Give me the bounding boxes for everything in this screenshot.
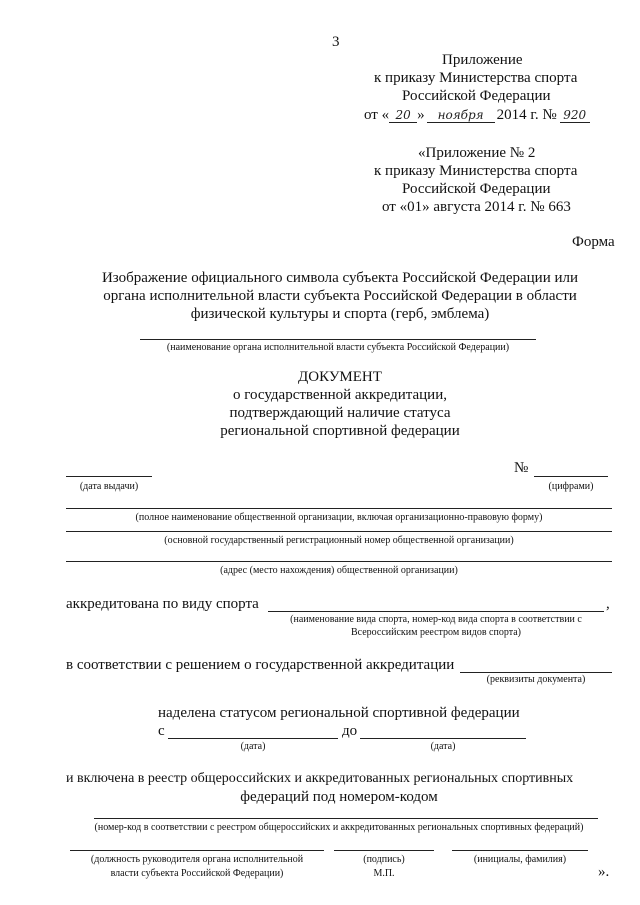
accredited-comma: , — [606, 596, 610, 612]
appendix-2-title: «Приложение № 2 — [418, 145, 536, 161]
doc-number-line — [534, 476, 608, 477]
requisites-line — [460, 672, 612, 673]
position-hint-2: власти субъекта Российской Федерации) — [110, 868, 284, 879]
appendix-2-date: от «01» августа 2014 г. № 663 — [382, 199, 571, 215]
signature-line — [334, 850, 434, 851]
issue-date-line — [66, 476, 152, 477]
ogrn-line — [66, 531, 612, 532]
org-name-hint: (полное наименование общественной организации, включая организационно-правовую форму) — [135, 512, 543, 523]
appendix-1-title: Приложение — [442, 52, 523, 68]
closing-quote: ». — [598, 864, 610, 880]
registry-line-2: федераций под номером-кодом — [240, 789, 438, 805]
to-label: до — [342, 723, 358, 739]
appendix-1-rf: Российской Федерации — [402, 88, 551, 104]
name-hint: (инициалы, фамилия) — [473, 854, 567, 865]
sport-hint-2: Всероссийским реестром видов спорта) — [351, 627, 521, 638]
doc-subtitle-1: о государственной аккредитации, — [233, 387, 447, 403]
ogrn-hint: (основной государственный регистрационный номер общественной организации) — [164, 535, 514, 546]
handwritten-number: 920 — [560, 108, 590, 123]
date-from-line — [168, 738, 338, 739]
handwritten-month: ноября — [427, 108, 495, 123]
doc-subtitle-3: региональной спортивной федерации — [220, 423, 460, 439]
appendix-1-order: к приказу Министерства спорта — [374, 70, 578, 86]
date-from-hint: (дата) — [240, 741, 266, 752]
doc-title: ДОКУМЕНТ — [298, 369, 382, 385]
organ-name-hint: (наименование органа исполнительной власти субъекта Российской Федерации) — [166, 342, 510, 353]
requisites-hint: (реквизиты документа) — [486, 674, 586, 685]
address-hint: (адрес (место нахождения) общественной организации) — [220, 565, 458, 576]
date-to-line — [360, 738, 526, 739]
organ-name-line — [140, 339, 536, 340]
signature-hint: (подпись) — [363, 854, 405, 865]
date-to-hint: (дата) — [430, 741, 456, 752]
appendix-1-date-line — [364, 107, 590, 124]
address-line — [66, 561, 612, 562]
from-label: с — [158, 723, 165, 739]
appendix-2-rf: Российской Федерации — [402, 181, 551, 197]
page-number: 3 — [332, 34, 340, 50]
appendix-2-order: к приказу Министерства спорта — [374, 163, 578, 179]
form-label: Форма — [572, 234, 615, 250]
registry-code-hint: (номер-код в соответствии с реестром общероссийских и аккредитованных региональных спортивных федераций) — [94, 822, 584, 833]
decision-label: в соответствии с решением о государственной аккредитации — [66, 657, 455, 673]
doc-subtitle-2: подтверждающий наличие статуса — [229, 405, 451, 421]
registry-code-line — [94, 818, 598, 819]
org-name-line — [66, 508, 612, 509]
doc-number-hint: (цифрами) — [548, 481, 594, 492]
sport-line — [268, 611, 604, 612]
date-prefix: от « — [364, 107, 390, 123]
quote-close: » — [417, 107, 425, 123]
symbol-caption-line-1: Изображение официального символа субъекта Российской Федерации или — [101, 270, 579, 286]
position-hint-1: (должность руководителя органа исполнительной — [90, 854, 304, 865]
symbol-caption-line-3: физической культуры и спорта (герб, эмблема) — [190, 306, 490, 322]
name-line — [452, 850, 588, 851]
status-label: наделена статусом региональной спортивной федерации — [158, 705, 520, 721]
sport-hint-1: (наименование вида спорта, номер-код вида спорта в соответствии с — [290, 614, 582, 625]
registry-line-1: и включена в реестр общероссийских и аккредитованных региональных спортивных — [66, 771, 574, 786]
handwritten-day: 20 — [389, 108, 417, 123]
position-line — [70, 850, 324, 851]
year-text: 2014 г. № — [496, 107, 557, 123]
issue-date-hint: (дата выдачи) — [79, 481, 139, 492]
accredited-label: аккредитована по виду спорта — [66, 596, 259, 612]
symbol-caption-line-2: органа исполнительной власти субъекта Российской Федерации в области — [103, 288, 577, 304]
stamp-hint: М.П. — [373, 868, 395, 879]
number-sign: № — [514, 460, 529, 476]
